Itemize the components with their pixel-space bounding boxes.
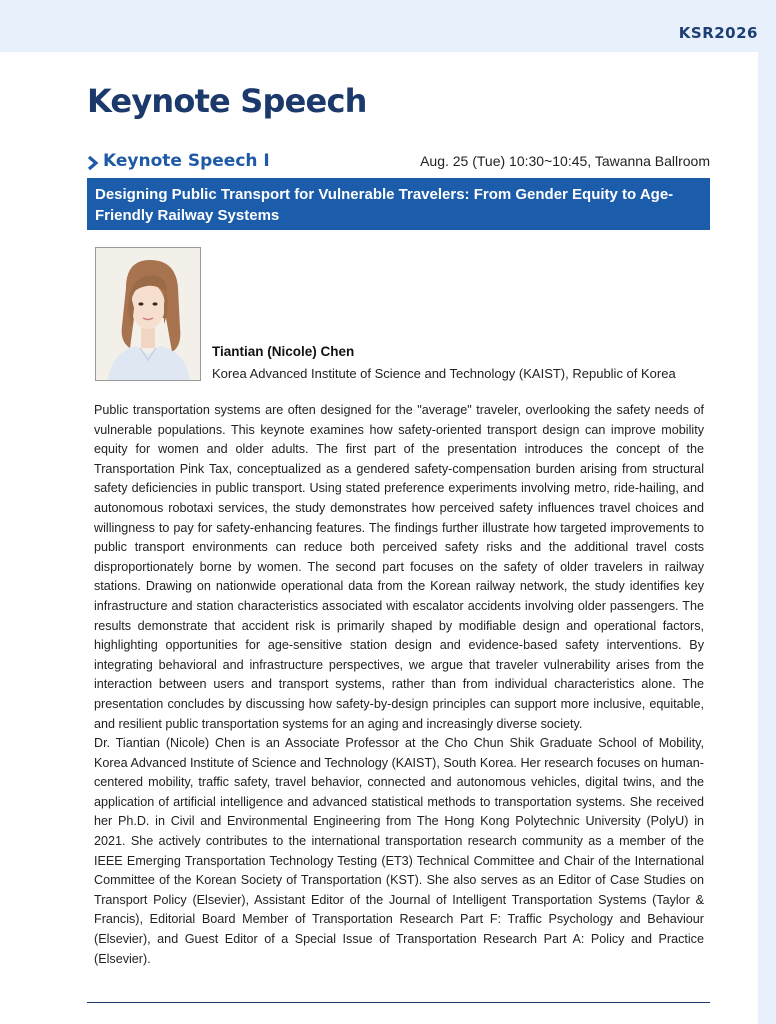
abstract-paragraph: Public transportation systems are often designed for the "average" traveler, overlooking the safety needs of vulnerable populations. This keynote examines how safety-oriented transport design can improve mobility equity for women and older adults. The first part of the presentation introduces the concept of the Transportation Pink Tax, conceptualized as a gendered safety-compensation burden arising from structural safety deficiencies in public transport. Using stated preference experiments involving metro, ride-hailing, and autonomous robotaxi services, the study demonstrates how perceived safety influences travel choices and willingness to pay for safety-enhancing features. The findings further illustrate how targeted improvements to public transport environments can reduce both perceived safety risks and the additional travel costs disproportionately borne by women. The second part focuses on the safety of older travelers in railway stations. Drawing on nationwide operational data from the Korean railway network, the study identifies key infrastructure and station characteristics associated with escalator accidents involving older passengers. The results demonstrate that accident risk is primarily shaped by modifiable design and operational factors, highlighting opportunities for age-sensitive station design and evidence-based safety interventions. By integrating behavioral and infrastructure perspectives, we argue that traveler vulnerability arises from the interaction between users and transport systems, rather than from individual characteristics alone. The presentation concludes by discussing how safety-by-design principles can support more inclusive, equitable, and resilient public transportation systems for an aging and increasingly diverse society. xyxy=(94,403,704,731)
conference-tag: KSR2026 xyxy=(678,24,758,42)
page-title: Keynote Speech xyxy=(87,82,367,120)
document-page xyxy=(0,52,758,1024)
talk-title: Designing Public Transport for Vulnerable Travelers: From Gender Equity to Age-Friendly Railway Systems xyxy=(95,186,674,224)
bottom-divider xyxy=(87,1002,710,1003)
biography-paragraph: Dr. Tiantian (Nicole) Chen is an Associate Professor at the Cho Chun Shik Graduate School of Mobility, Korea Advanced Institute of Science and Technology (KAIST), South Korea. Her research focuses on human-centered mobility, traffic safety, travel behavior, connected and autonomous vehicles, digital twins, and the application of artificial intelligence and advanced statistical methods to transportation systems. She received her Ph.D. in Civil and Environmental Engineering from The Hong Kong Polytechnic University (PolyU) in 2021. She actively contributes to the international transportation research community as a member of the IEEE Emerging Transportation Technology Testing (ET3) Technical Committee and Chair of the International Committee of the Korean Society of Transportation (KST). She also serves as an Editor of Case Studies on Transport Policy (Elsevier), Assistant Editor of the Journal of Intelligent Transportation Systems (Taylor & Francis), Editorial Board Member of Transportation Research Part F: Traffic Psychology and Behaviour (Elsevier), and Guest Editor of a Special Issue of Transportation Research Part A: Policy and Practice (Elsevier). xyxy=(94,736,704,966)
speaker-photo xyxy=(95,247,201,381)
speaker-name: Tiantian (Nicole) Chen xyxy=(212,344,355,359)
section-label: Keynote Speech I xyxy=(103,151,270,171)
top-band xyxy=(0,0,776,52)
body-text xyxy=(94,401,704,969)
speaker-affiliation: Korea Advanced Institute of Science and Technology (KAIST), Republic of Korea xyxy=(212,366,676,381)
session-info: Aug. 25 (Tue) 10:30~10:45, Tawanna Ballroom xyxy=(420,153,710,169)
chevron-right-icon xyxy=(87,155,99,171)
speaker-portrait-image xyxy=(96,248,200,380)
talk-title-bar xyxy=(87,178,710,230)
section-header xyxy=(87,151,710,175)
